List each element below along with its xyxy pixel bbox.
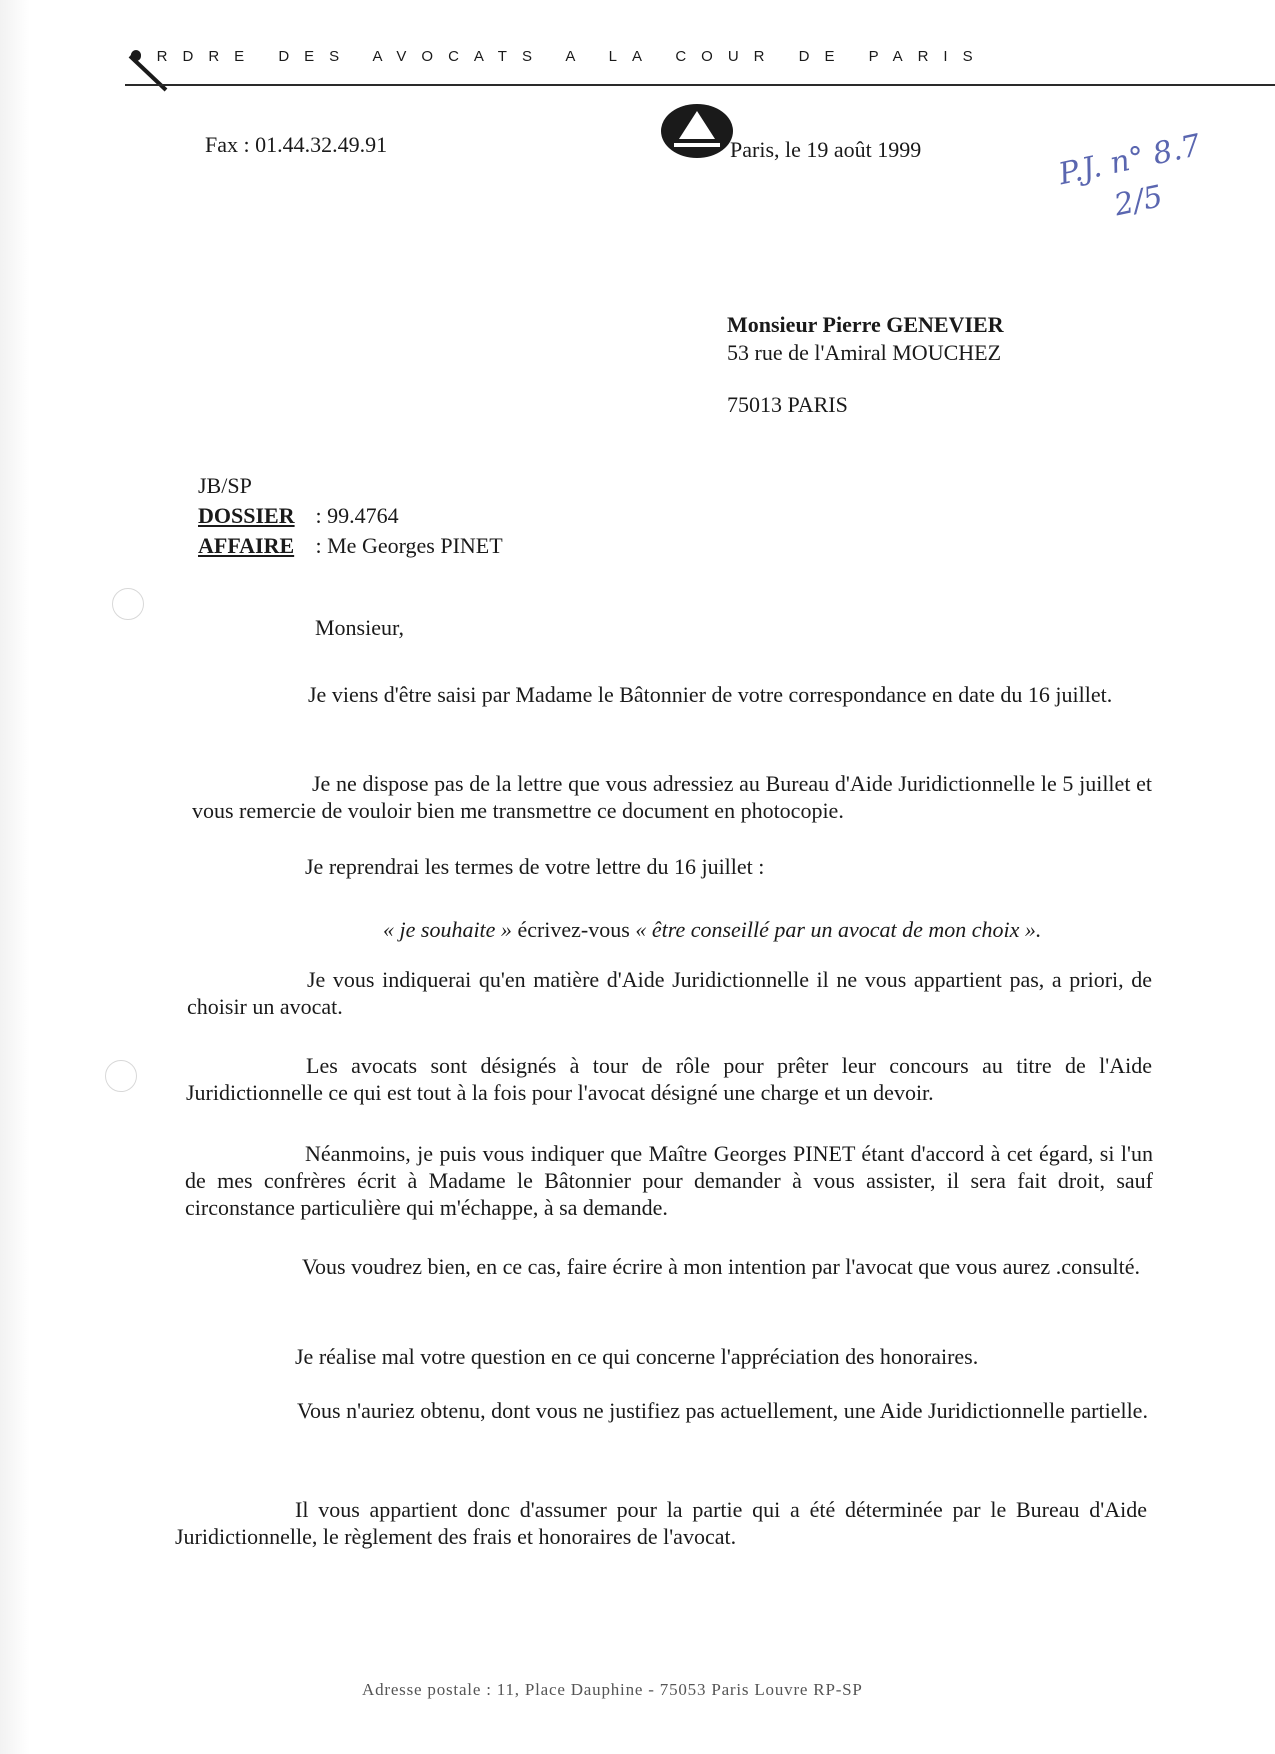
paragraph-7: Néanmoins, je puis vous indiquer que Maître Georges PINET étant d'accord à cet égard, si l'un de mes confrères écrit à Madame le Bâtonnier pour demander à vous assister, il sera fait droit, sauf circonstance particulière qui m'échappe, à sa demande. [185,1141,1153,1220]
paragraph-8: Vous voudrez bien, en ce cas, faire écrire à mon intention par l'avocat que vous aurez .consulté. [302,1254,1141,1279]
quoted-passage [383,917,1041,943]
bar-association-logo-icon [660,103,734,159]
affaire-value: : Me Georges PINET [315,533,503,558]
annotation-line-2: 2/5 [1111,178,1166,224]
punch-hole-mark [112,588,144,620]
footer-address: Adresse postale : 11, Place Dauphine - 75053 Paris Louvre RP-SP [362,1680,863,1699]
recipient-city: 75013 PARIS [727,392,848,417]
header-rule [125,84,1275,86]
paragraph-11: Il vous appartient donc d'assumer pour la partie qui a été déterminée par le Bureau d'Aide Juridictionnelle, le règlement des frais et honoraires de l'avocat. [175,1497,1147,1549]
reference-initials: JB/SP [198,473,252,498]
annotation-line-1: P.J. n° 8.7 [1055,127,1204,193]
letter-date: Paris, le 19 août 1999 [730,137,922,162]
salutation: Monsieur, [315,615,404,640]
recipient-street: 53 rue de l'Amiral MOUCHEZ [727,340,1002,365]
paragraph-2: Je ne dispose pas de la lettre que vous adressiez au Bureau d'Aide Juridictionnelle le 5 juillet et vous remercie de vouloir bien me transmettre ce document en photocopie. [192,771,1152,823]
paragraph-9: Je réalise mal votre question en ce qui concerne l'appréciation des honoraires. [295,1344,979,1369]
references-block [198,471,503,561]
paragraph-6: Les avocats sont désignés à tour de rôle pour prêter leur concours au titre de l'Aide Juridictionnelle ce qui est tout à la fois pour l'avocat désigné une charge et un devoir. [186,1053,1152,1105]
punch-hole-mark [105,1060,137,1092]
handwritten-annotation [1055,115,1264,262]
scan-edge-shade [0,0,30,1754]
letterhead-title: ORDRE DES AVOCATS A LA COUR DE PARIS [130,48,988,65]
affaire-label: AFFAIRE [198,533,295,558]
quote-part-b: « être conseillé par un avocat de mon choix ». [635,917,1042,942]
dossier-line [198,501,503,531]
paragraph-5: Je vous indiquerai qu'en matière d'Aide Juridictionnelle il ne vous appartient pas, a priori, de choisir un avocat. [187,967,1152,1019]
paragraph-1: Je viens d'être saisi par Madame le Bâtonnier de votre correspondance en date du 16 juillet. [308,682,1113,707]
paragraph-10: Vous n'auriez obtenu, dont vous ne justifiez pas actuellement, une Aide Juridictionnelle partielle. [297,1398,1148,1423]
recipient-name: Monsieur Pierre GENEVIER [727,312,1004,337]
affaire-line [198,531,503,561]
recipient-address [727,311,1004,419]
dossier-value: : 99.4764 [315,503,399,528]
dossier-label: DOSSIER [198,503,295,528]
paragraph-3: Je reprendrai les termes de votre lettre du 16 juillet : [305,854,765,879]
quote-middle: écrivez-vous [511,917,636,942]
quote-part-a: « je souhaite » [383,917,512,942]
fax-number: Fax : 01.44.32.49.91 [205,132,388,157]
